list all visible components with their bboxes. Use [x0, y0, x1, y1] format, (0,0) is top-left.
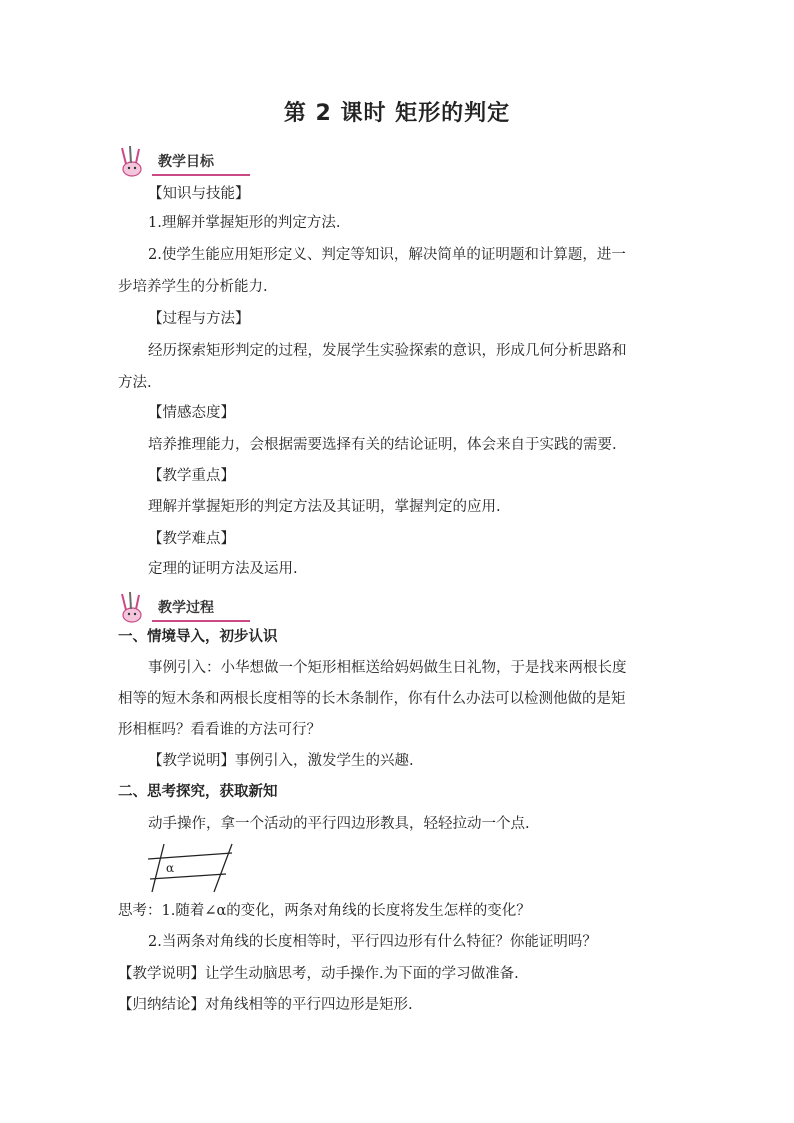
- emotion-heading: 【情感态度】: [148, 405, 235, 421]
- bottom-edge: [150, 874, 226, 879]
- objective-k2-line2: 步培养学生的分析能力.: [118, 279, 268, 295]
- section1-line1: 事例引入：小华想做一个矩形相框送给妈妈做生日礼物，于是找来两根长度: [148, 660, 627, 676]
- section1-line2: 相等的短木条和两根长度相等的长木条制作，你有什么办法可以检测他做的是矩: [118, 691, 626, 707]
- section-banner-objectives: [118, 144, 248, 178]
- page-title: 第 2 课时 矩形的判定: [283, 101, 511, 126]
- section2-heading: 二、思考探究，获取新知: [118, 784, 278, 800]
- objective-k2-line1: 2.使学生能应用矩形定义、判定等知识，解决简单的证明题和计算题，进一: [148, 247, 626, 263]
- knowledge-heading: 【知识与技能】: [148, 186, 250, 202]
- section2-think2: 2.当两条对角线的长度相等时，平行四边形有什么特征？你能证明吗？: [148, 934, 597, 950]
- objective-k1: 1.理解并掌握矩形的判定方法.: [148, 215, 341, 231]
- objective-e1: 培养推理能力，会根据需要选择有关的结论证明，体会来自于实践的需要.: [148, 437, 617, 453]
- objective-p1-line2: 方法.: [118, 375, 152, 391]
- key-heading: 【教学重点】: [148, 468, 235, 484]
- objective-d1: 定理的证明方法及运用.: [148, 561, 298, 577]
- parallelogram-figure: [146, 842, 238, 894]
- section-banner-process: [118, 590, 248, 624]
- section2-note: 【教学说明】让学生动脑思考，动手操作.为下面的学习做准备.: [118, 966, 519, 982]
- right-edge: [214, 844, 232, 892]
- objective-p1-line1: 经历探索矩形判定的过程，发展学生实验探索的意识，形成几何分析思路和: [148, 343, 627, 359]
- section1-line3: 形相框吗？看看谁的方法可行？: [118, 722, 321, 738]
- section1-note: 【教学说明】事例引入，激发学生的兴趣.: [148, 753, 414, 769]
- section2-conclusion: 【归纳结论】对角线相等的平行四边形是矩形.: [118, 997, 413, 1013]
- section2-think1: 思考：1.随着∠α的变化，两条对角线的长度将发生怎样的变化？: [118, 903, 531, 919]
- objective-key1: 理解并掌握矩形的判定方法及其证明，掌握判定的应用.: [148, 499, 501, 515]
- process-heading: 【过程与方法】: [148, 311, 250, 327]
- section1-heading: 一、情境导入，初步认识: [118, 629, 278, 645]
- angle-label: α: [166, 861, 175, 875]
- section2-line1: 动手操作，拿一个活动的平行四边形教具，轻轻拉动一个点.: [148, 816, 530, 832]
- left-edge: [152, 844, 164, 892]
- section-banner-label: 教学目标: [152, 152, 250, 176]
- section-banner-label: 教学过程: [152, 598, 250, 622]
- difficult-heading: 【教学难点】: [148, 531, 235, 547]
